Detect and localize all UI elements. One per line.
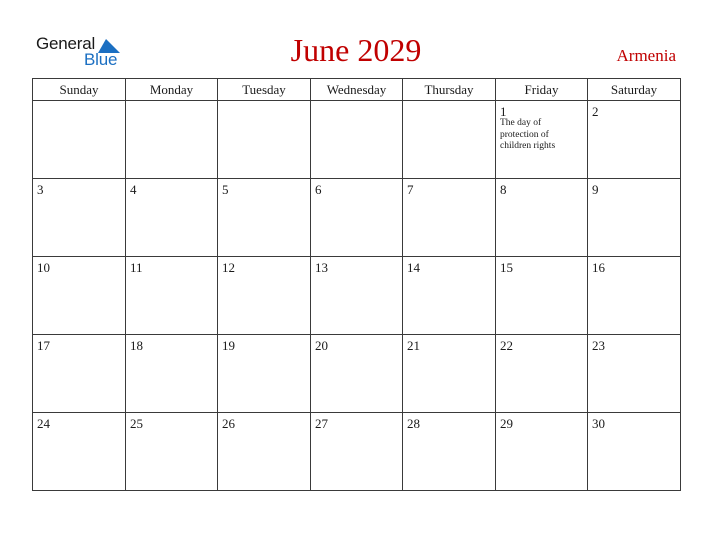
day-cell xyxy=(33,335,126,413)
day-cell xyxy=(496,335,588,413)
day-cell xyxy=(588,413,681,491)
day-cell xyxy=(496,257,588,335)
day-cell-content xyxy=(33,101,125,178)
day-number: 1 xyxy=(500,104,507,119)
day-cell-content xyxy=(588,257,680,334)
day-number: 8 xyxy=(500,182,507,197)
day-cell-content xyxy=(588,413,680,490)
day-number: 17 xyxy=(37,338,50,353)
day-cell xyxy=(218,179,311,257)
day-cell xyxy=(218,335,311,413)
day-cell-content xyxy=(403,335,495,412)
day-number: 2 xyxy=(592,104,599,119)
country-label: Armenia xyxy=(616,46,676,65)
day-cell-content xyxy=(311,179,402,256)
weekday-header: Monday xyxy=(126,79,218,101)
day-cell-content xyxy=(496,101,587,178)
day-cell-content xyxy=(403,179,495,256)
weekday-header: Wednesday xyxy=(311,79,403,101)
week-row xyxy=(33,257,681,335)
day-cell-content xyxy=(588,101,680,178)
week-row xyxy=(33,101,681,179)
week-row xyxy=(33,179,681,257)
weekday-header: Friday xyxy=(496,79,588,101)
day-number: 30 xyxy=(592,416,605,431)
day-number: 15 xyxy=(500,260,513,275)
day-number: 27 xyxy=(315,416,328,431)
day-cell xyxy=(126,257,218,335)
day-number: 4 xyxy=(130,182,137,197)
day-number: 26 xyxy=(222,416,235,431)
day-cell xyxy=(218,257,311,335)
day-number: 28 xyxy=(407,416,420,431)
day-number: 13 xyxy=(315,260,328,275)
day-number: 23 xyxy=(592,338,605,353)
day-cell xyxy=(126,179,218,257)
day-cell-content xyxy=(126,413,217,490)
day-cell-content xyxy=(496,179,587,256)
day-cell-content xyxy=(496,257,587,334)
day-number: 24 xyxy=(37,416,50,431)
weekday-header: Thursday xyxy=(403,79,496,101)
weekday-header: Tuesday xyxy=(218,79,311,101)
day-number: 21 xyxy=(407,338,420,353)
day-cell xyxy=(311,335,403,413)
page-title: June 2029 xyxy=(290,32,422,68)
day-cell-content xyxy=(311,335,402,412)
day-cell xyxy=(126,413,218,491)
day-cell xyxy=(33,257,126,335)
day-cell xyxy=(588,335,681,413)
logo-text-blue: Blue xyxy=(84,50,118,69)
weekday-header-row xyxy=(33,79,681,101)
day-number: 11 xyxy=(130,260,143,275)
day-number: 29 xyxy=(500,416,513,431)
day-cell xyxy=(588,101,681,179)
weekday-header: Sunday xyxy=(33,79,126,101)
day-cell xyxy=(403,413,496,491)
day-number: 22 xyxy=(500,338,513,353)
calendar-grid xyxy=(32,78,681,491)
day-number: 20 xyxy=(315,338,328,353)
day-cell xyxy=(403,257,496,335)
day-cell-content xyxy=(126,335,217,412)
day-cell xyxy=(311,101,403,179)
day-cell-content xyxy=(33,413,125,490)
day-number: 6 xyxy=(315,182,322,197)
day-cell-content xyxy=(403,257,495,334)
day-cell xyxy=(496,413,588,491)
day-number: 12 xyxy=(222,260,235,275)
day-cell-content xyxy=(33,257,125,334)
logo-text-general: General xyxy=(36,34,96,53)
day-cell xyxy=(496,101,588,179)
day-cell xyxy=(126,101,218,179)
day-number: 25 xyxy=(130,416,143,431)
day-cell-content xyxy=(311,257,402,334)
day-cell xyxy=(403,335,496,413)
day-cell-content xyxy=(126,101,217,178)
week-row xyxy=(33,335,681,413)
day-cell-content xyxy=(218,257,310,334)
day-number: 5 xyxy=(222,182,229,197)
day-cell-content xyxy=(403,101,495,178)
day-cell-content xyxy=(126,257,217,334)
day-cell-content xyxy=(588,179,680,256)
day-number: 14 xyxy=(407,260,420,275)
day-number: 18 xyxy=(130,338,143,353)
holiday-label: The day of protection of children rights xyxy=(500,118,556,151)
day-cell xyxy=(33,413,126,491)
day-number: 7 xyxy=(407,182,414,197)
day-cell xyxy=(403,101,496,179)
day-cell-content xyxy=(311,101,402,178)
day-cell-content xyxy=(403,413,495,490)
day-cell-content xyxy=(311,413,402,490)
weekday-header: Saturday xyxy=(588,79,681,101)
day-cell xyxy=(588,179,681,257)
day-cell xyxy=(496,179,588,257)
day-cell-content xyxy=(496,335,587,412)
day-cell-content xyxy=(33,179,125,256)
day-cell xyxy=(218,413,311,491)
day-number: 9 xyxy=(592,182,599,197)
day-cell-content xyxy=(126,179,217,256)
day-number: 3 xyxy=(37,182,44,197)
day-cell-content xyxy=(218,335,310,412)
day-cell xyxy=(33,179,126,257)
day-number: 19 xyxy=(222,338,235,353)
week-row xyxy=(33,413,681,491)
day-cell xyxy=(588,257,681,335)
day-cell xyxy=(403,179,496,257)
day-cell xyxy=(311,413,403,491)
day-cell xyxy=(126,335,218,413)
day-cell xyxy=(311,257,403,335)
day-cell-content xyxy=(33,335,125,412)
day-cell xyxy=(218,101,311,179)
day-cell xyxy=(311,179,403,257)
day-number: 16 xyxy=(592,260,605,275)
day-cell-content xyxy=(218,179,310,256)
day-number: 10 xyxy=(37,260,50,275)
day-cell-content xyxy=(588,335,680,412)
day-cell xyxy=(33,101,126,179)
day-cell-content xyxy=(218,413,310,490)
day-cell-content xyxy=(496,413,587,490)
day-cell-content xyxy=(218,101,310,178)
